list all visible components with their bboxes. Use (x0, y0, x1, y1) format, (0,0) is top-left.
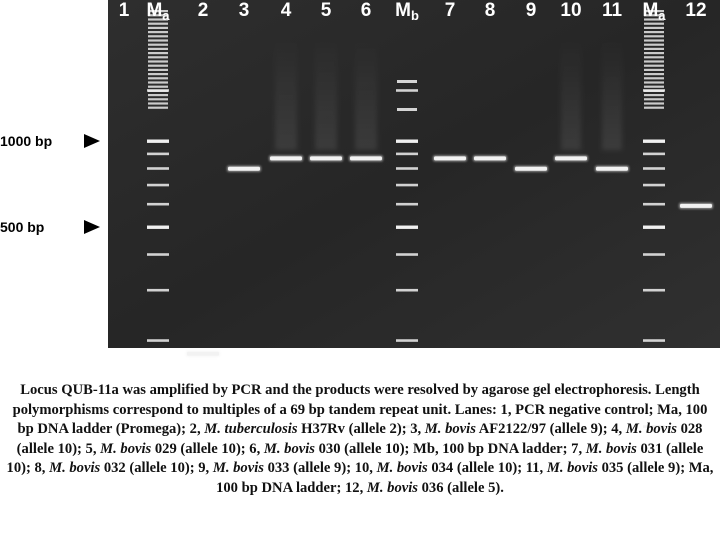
ladder-rung (644, 65, 664, 67)
caption-text: 029 (allele 10); 6, (151, 440, 264, 457)
caption-species-name: M. bovis (212, 460, 264, 477)
band-lane-9 (515, 167, 547, 171)
lane-label-lane-6: 6 (360, 0, 372, 21)
ladder-rung (148, 27, 168, 29)
ladder-rung (148, 60, 168, 62)
caption-text: AF2122/97 (allele 9); 4, (475, 421, 626, 438)
caption-text: 034 (allele 10); 11, (427, 460, 547, 477)
caption-species-name: M. bovis (263, 440, 315, 457)
lane-smear (315, 40, 337, 150)
ladder-rung (644, 27, 664, 29)
ladder-rung (148, 98, 168, 100)
lane-label-lane-3: 3 (238, 0, 250, 21)
lane-label-lane-2: 2 (197, 0, 209, 21)
ladder-rung (644, 52, 664, 54)
ladder-rung (148, 65, 168, 67)
ladder-rung (148, 44, 168, 46)
caption-species-name: M. bovis (49, 460, 101, 477)
caption-text: Locus QUB-11a was amplified by PCR and the products were resolved by agarose gel electrophoresis. Length polymorphisms correspond to multiples of a 69 bp tandem repeat unit. Lanes: 1, PCR negative control; Ma, 100 bp DNA ladder (Promega); 2, (12, 382, 708, 438)
caption-text: 033 (allele 9); 10, (263, 460, 377, 477)
ladder-rung (644, 81, 664, 83)
ladder-rung (644, 31, 664, 33)
ladder-rung (644, 56, 664, 58)
band-lane-7 (434, 156, 466, 160)
ladder-rung (644, 35, 664, 37)
lane-smear (355, 40, 377, 150)
ladder-band (396, 339, 418, 342)
ladder-rung (148, 94, 168, 96)
ladder-rung (644, 60, 664, 62)
lane-label-lane-7: 7 (444, 0, 456, 21)
ladder-band (396, 253, 418, 256)
band-lane-10 (555, 156, 587, 160)
figure-caption (6, 381, 714, 499)
lane-label-lane-1: 1 (118, 0, 130, 21)
band-lane-4 (270, 156, 302, 160)
ladder-rung (644, 44, 664, 46)
lane-smear (561, 40, 581, 150)
ladder-rung (644, 102, 664, 104)
ladder-rung (148, 107, 168, 109)
ladder-rung (148, 56, 168, 58)
size-marker-arrow-icon (84, 220, 100, 234)
ladder-band (147, 339, 169, 342)
lane-label-lane-mb: $M_b$ (395, 0, 419, 23)
ladder-band (643, 289, 665, 292)
ladder-band (643, 167, 665, 170)
caption-text: 032 (allele 10); 9, (100, 460, 213, 477)
band-lane-2 (187, 352, 219, 356)
ladder-rung (644, 39, 664, 41)
ladder-rung (644, 98, 664, 100)
ladder-rung (644, 77, 664, 79)
band-lane-6 (350, 156, 382, 160)
ladder-rung (148, 102, 168, 104)
ladder-band (396, 140, 418, 143)
caption-species-name: M. bovis (366, 479, 418, 496)
caption-species-name: M. bovis (625, 421, 677, 438)
caption-species-name: M. bovis (424, 421, 476, 438)
caption-species-name: M. tuberculosis (204, 421, 298, 438)
caption-text: 030 (allele 10); Mb, 100 bp DNA ladder; 7, (314, 440, 586, 457)
lane-smear (275, 40, 297, 150)
ladder-rung (644, 107, 664, 109)
lane-label-lane-4: 4 (280, 0, 292, 21)
lane-label-lane-ma-right: $M_a$ (642, 0, 666, 23)
lane-smear (602, 40, 622, 150)
ladder-rung (644, 69, 664, 71)
lane-label-lane-5: 5 (320, 0, 332, 21)
band-lane-11 (596, 167, 628, 171)
ladder-band (147, 289, 169, 292)
ladder-rung (148, 73, 168, 75)
ladder-band (147, 203, 169, 206)
ladder-band (396, 89, 418, 92)
caption-text: 035 (allele 9); Ma, 100 bp DNA ladder; 12, (216, 460, 714, 496)
ladder-rung (397, 108, 417, 111)
ladder-band (147, 153, 169, 156)
ladder-rung (148, 86, 168, 88)
ladder-band (396, 203, 418, 206)
caption-text: H37Rv (allele 2); 3, (297, 421, 425, 438)
band-lane-3 (228, 167, 260, 171)
ladder-rung (148, 69, 168, 71)
caption-text: 036 (allele 5). (417, 479, 504, 496)
size-marker-label: 1000 bp (0, 133, 53, 149)
ladder-rung (644, 86, 664, 88)
ladder-band (147, 167, 169, 170)
ladder-band (643, 226, 665, 229)
ladder-band (396, 226, 418, 229)
ladder-rung (644, 94, 664, 96)
lane-label-lane-ma-left: $M_a$ (146, 0, 170, 23)
ladder-band (643, 140, 665, 143)
lane-label-lane-12: 12 (685, 0, 707, 21)
ladder-band (396, 153, 418, 156)
caption-species-name: M. bovis (585, 440, 637, 457)
ladder-rung (148, 35, 168, 37)
lane-label-lane-11: 11 (601, 0, 623, 21)
ladder-band (643, 89, 665, 92)
caption-text: 028 (allele 10); 5, (16, 421, 703, 457)
lane-label-lane-10: 10 (560, 0, 582, 21)
caption-species-name: M. bovis (100, 440, 152, 457)
ladder-band (147, 140, 169, 143)
caption-species-name: M. bovis (376, 460, 428, 477)
ladder-band (147, 184, 169, 187)
size-marker-label: 500 bp (0, 219, 45, 236)
ladder-band (643, 184, 665, 187)
caption-text: 031 (allele 10); 8, (6, 440, 704, 477)
size-marker-arrow-icon (84, 134, 100, 148)
ladder-band (147, 89, 169, 92)
ladder-band (643, 339, 665, 342)
ladder-band (396, 184, 418, 187)
ladder-rung (644, 73, 664, 75)
ladder-rung (148, 52, 168, 54)
ladder-rung (148, 39, 168, 41)
ladder-band (396, 289, 418, 292)
lane-label-lane-9: 9 (525, 0, 537, 21)
ladder-band (643, 253, 665, 256)
ladder-rung (644, 48, 664, 50)
ladder-rung (148, 77, 168, 79)
ladder-band (147, 253, 169, 256)
ladder-band (396, 167, 418, 170)
ladder-rung (148, 48, 168, 50)
caption-species-name: M. bovis (546, 460, 598, 477)
lane-label-lane-8: 8 (484, 0, 496, 21)
ladder-rung (148, 31, 168, 33)
band-lane-5 (310, 156, 342, 160)
ladder-rung (397, 80, 417, 83)
ladder-band (147, 226, 169, 229)
band-lane-12 (680, 204, 712, 208)
ladder-rung (148, 81, 168, 83)
gel-background (108, 0, 720, 348)
band-lane-8 (474, 156, 506, 160)
ladder-band (643, 153, 665, 156)
ladder-band (643, 203, 665, 206)
